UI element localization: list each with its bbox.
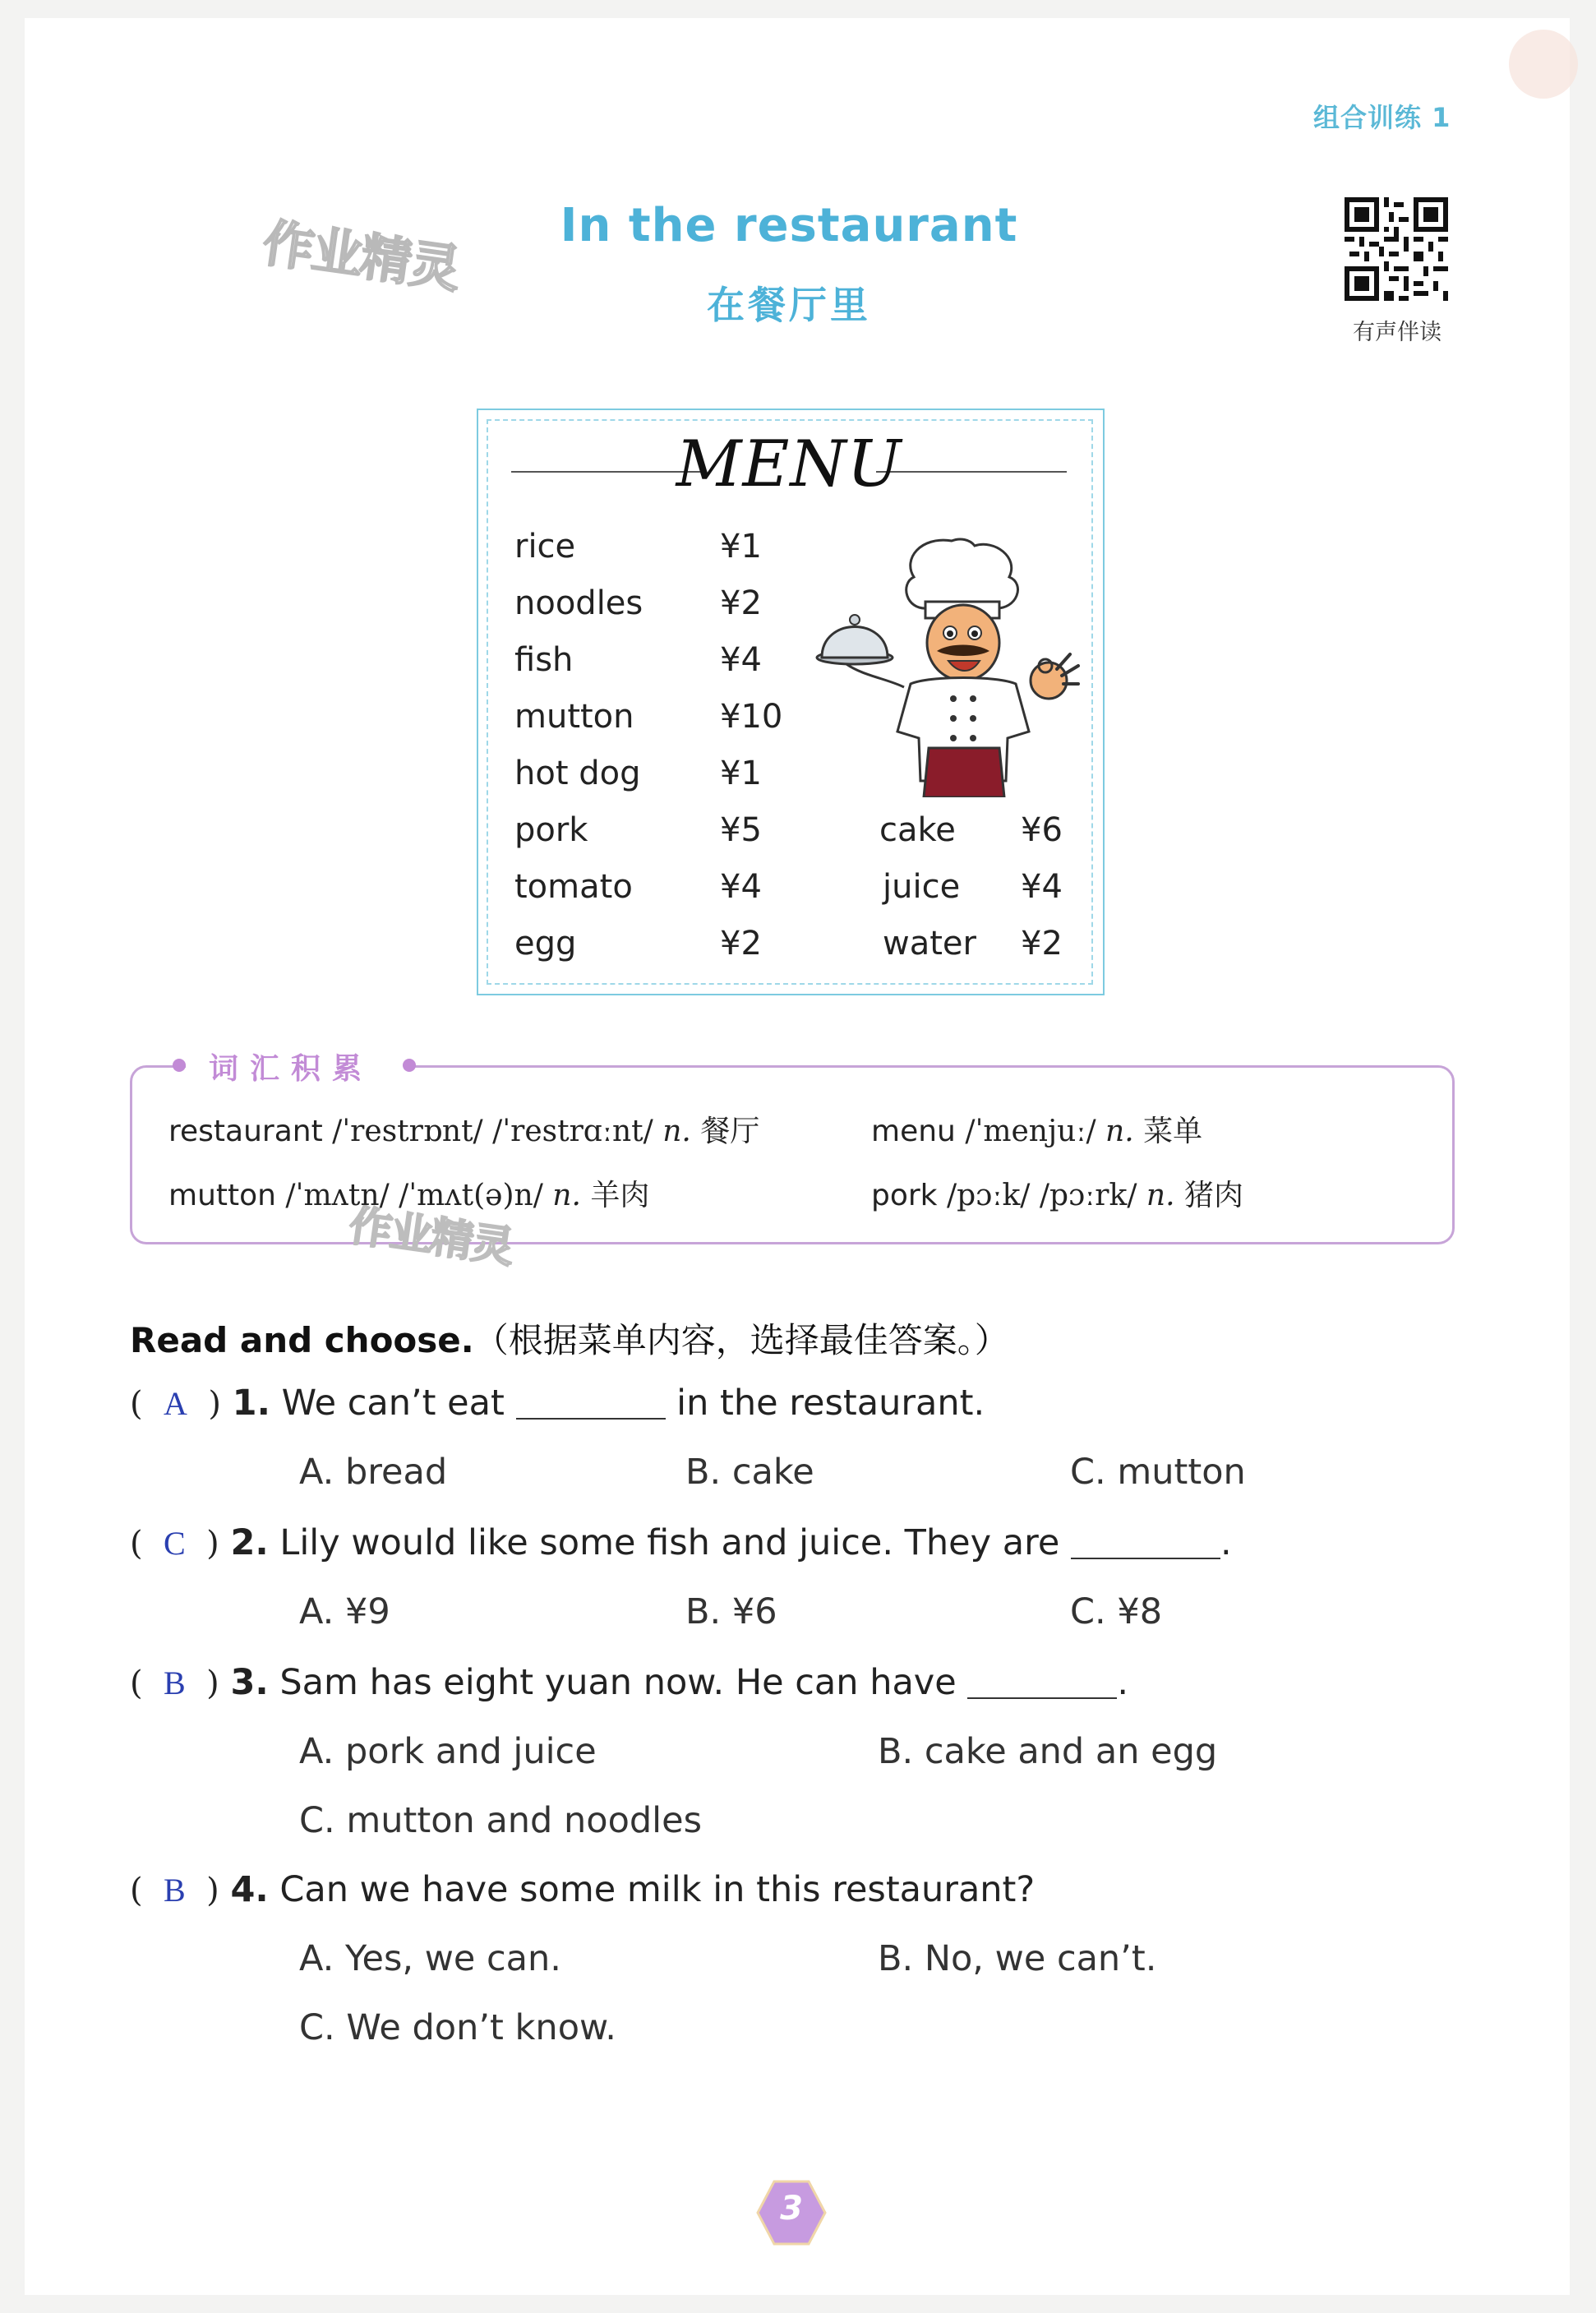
vocab-pos: n. [552, 1179, 581, 1212]
page-number: 3 [780, 2190, 803, 2228]
answer-blank[interactable] [1071, 1528, 1220, 1559]
vocab-meaning: 菜单 [1143, 1115, 1203, 1148]
option[interactable]: C. We don’t know. [299, 2007, 616, 2048]
question-4 [130, 1869, 1035, 1910]
option[interactable]: B. ¥6 [685, 1591, 777, 1632]
qr-code-icon[interactable] [1345, 197, 1448, 301]
menu-item-price: ¥1 [720, 755, 762, 792]
question-text: Can we have some milk in this restaurant? [279, 1869, 1036, 1910]
menu-item-name: fish [514, 641, 574, 679]
option[interactable]: C. mutton [1070, 1452, 1246, 1493]
question-1 [130, 1383, 985, 1424]
vocab-phonetic: /ˈmʌtn/ /ˈmʌt(ə)n/ [285, 1179, 543, 1212]
vocab-dot-right [403, 1059, 416, 1072]
vocab-panel [130, 1065, 1455, 1244]
vocab-word: pork [871, 1179, 938, 1212]
vocab-entry [871, 1108, 1202, 1150]
option[interactable]: A. bread [299, 1452, 448, 1493]
menu-item-name: hot dog [514, 755, 641, 792]
menu-item-price: ¥10 [720, 698, 783, 736]
vocab-meaning: 餐厅 [700, 1115, 760, 1148]
answer-blank[interactable] [967, 1668, 1117, 1699]
exercise-instruction [130, 1313, 1009, 1363]
question-number: 2. [230, 1522, 269, 1563]
answer-mark[interactable]: C [164, 1525, 186, 1562]
question-number: 3. [230, 1662, 269, 1703]
page-title: In the restaurant [560, 199, 1018, 252]
question-text-end: . [1117, 1662, 1129, 1703]
question-3 [130, 1662, 1128, 1703]
menu-item-price: ¥1 [720, 528, 762, 566]
option[interactable]: C. mutton and noodles [299, 1800, 702, 1841]
vocab-entry [871, 1172, 1243, 1214]
menu-item-name: rice [514, 528, 576, 566]
vocab-entry [168, 1108, 759, 1150]
menu-item-name: mutton [514, 698, 634, 736]
question-2 [130, 1522, 1232, 1563]
question-text-end: . [1220, 1522, 1232, 1563]
watermark-logo: 作业精灵 [259, 212, 464, 300]
menu-item-name: water [883, 925, 976, 963]
section-tag: 组合训练 1 [1313, 102, 1451, 133]
option[interactable]: A. Yes, we can. [299, 1938, 561, 1979]
menu-item-name: pork [514, 811, 588, 849]
menu-item-name: noodles [514, 584, 643, 622]
vocab-word: restaurant [168, 1115, 323, 1148]
answer-bracket: ( B ) [130, 1872, 219, 1909]
qr-label: 有声伴读 [1353, 320, 1441, 345]
option[interactable]: C. ¥8 [1070, 1591, 1163, 1632]
menu-item-price: ¥2 [720, 925, 762, 963]
vocab-meaning: 猪肉 [1184, 1179, 1244, 1212]
answer-mark[interactable]: B [164, 1664, 186, 1701]
answer-bracket: ( A ) [130, 1385, 221, 1423]
question-number: 4. [230, 1869, 269, 1910]
menu-item-price: ¥4 [720, 868, 762, 906]
answer-bracket: ( B ) [130, 1664, 219, 1702]
stamp-mark [1509, 30, 1578, 99]
menu-item-name: tomato [514, 868, 633, 906]
menu-item-price: ¥4 [720, 641, 762, 679]
option[interactable]: B. No, we can’t. [878, 1938, 1157, 1979]
menu-item-price: ¥5 [720, 811, 762, 849]
vocab-pos: n. [1146, 1179, 1175, 1212]
option[interactable]: B. cake and an egg [878, 1731, 1218, 1772]
answer-mark[interactable]: A [164, 1385, 187, 1422]
vocab-title: 词汇积累 [209, 1052, 374, 1086]
answer-blank[interactable] [516, 1388, 666, 1420]
page-subtitle: 在餐厅里 [707, 283, 871, 327]
instruction-en: Read and choose. [130, 1320, 474, 1360]
option[interactable]: A. pork and juice [299, 1731, 597, 1772]
option[interactable]: A. ¥9 [299, 1591, 390, 1632]
watermark-logo-2: 作业精灵 [346, 1201, 516, 1273]
question-text-end: in the restaurant. [676, 1383, 985, 1424]
vocab-phonetic: /pɔːk/ /pɔːrk/ [946, 1179, 1137, 1212]
menu-item-price: ¥6 [1021, 811, 1063, 849]
answer-mark[interactable]: B [164, 1872, 186, 1909]
vocab-pos: n. [662, 1115, 691, 1148]
question-text: We can’t eat [281, 1383, 505, 1424]
question-text: Sam has eight yuan now. He can have [279, 1662, 957, 1703]
instruction-zh: （根据菜单内容，选择最佳答案。） [473, 1320, 1009, 1360]
menu-item-name: juice [883, 868, 961, 906]
menu-item-price: ¥2 [720, 584, 762, 622]
vocab-phonetic: /ˈmenjuː/ [965, 1115, 1096, 1148]
menu-item-price: ¥4 [1021, 868, 1063, 906]
menu-item-name: cake [879, 811, 956, 849]
vocab-word: mutton [168, 1179, 276, 1212]
menu-item-name: egg [514, 925, 577, 963]
vocab-word: menu [871, 1115, 956, 1148]
question-number: 1. [232, 1383, 270, 1424]
chef-illustration [814, 534, 1085, 797]
vocab-entry [168, 1172, 649, 1214]
menu-item-price: ¥2 [1021, 925, 1063, 963]
option[interactable]: B. cake [685, 1452, 814, 1493]
menu-title: MENU [676, 427, 902, 501]
question-text: Lily would like some fish and juice. They are [279, 1522, 1060, 1563]
answer-bracket: ( C ) [130, 1525, 219, 1563]
vocab-pos: n. [1105, 1115, 1134, 1148]
vocab-phonetic: /ˈrestrɒnt/ /ˈrestrɑːnt/ [332, 1115, 653, 1148]
vocab-dot-left [173, 1059, 186, 1072]
vocab-meaning: 羊肉 [590, 1179, 650, 1212]
